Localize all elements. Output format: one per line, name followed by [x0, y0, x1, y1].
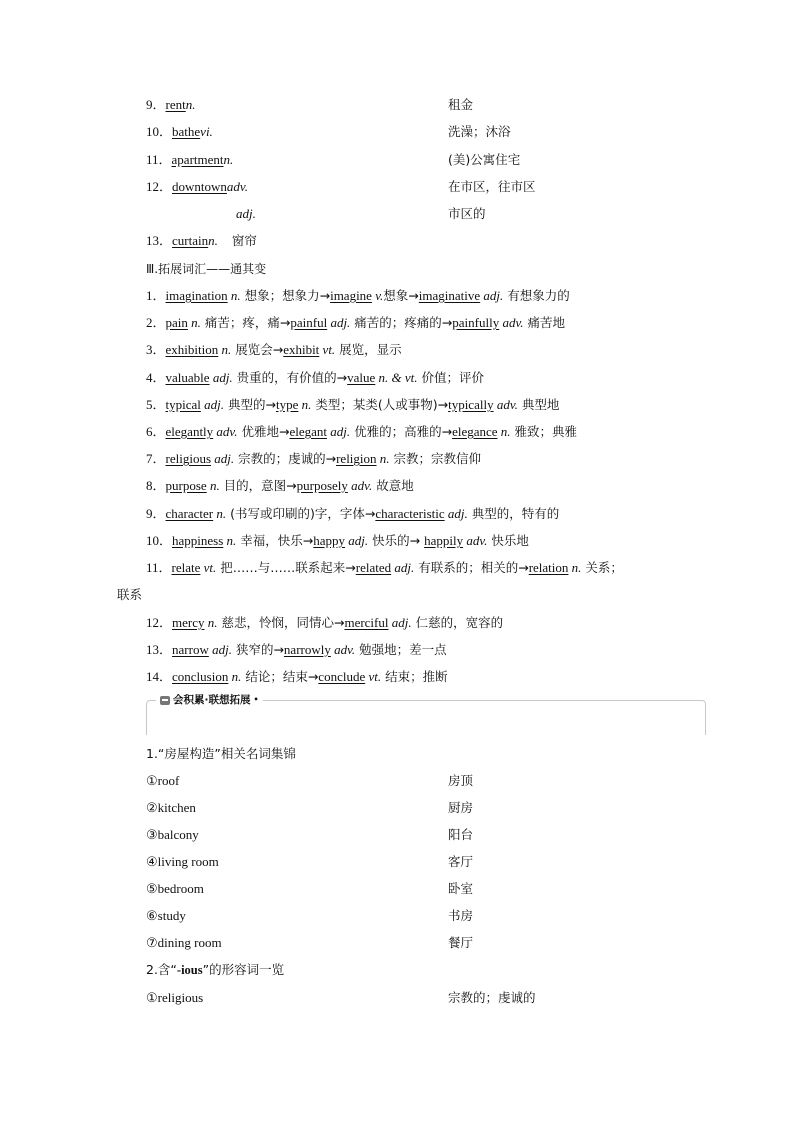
list-item-meaning: 厨房: [448, 800, 474, 815]
vocab-word: exhibit: [283, 342, 320, 357]
meaning: 想象→: [383, 288, 419, 303]
meaning: 狭窄的→: [231, 642, 284, 657]
list-item-meaning: 餐厅: [448, 935, 474, 950]
item-number: 2．: [146, 315, 166, 330]
item-number: 4．: [146, 370, 166, 385]
vocab-word: rent: [165, 97, 186, 112]
vocab-word: imagination: [165, 288, 228, 303]
vocab-word: related: [355, 560, 392, 575]
part-of-speech: adv.: [330, 642, 356, 657]
part-of-speech: adj.: [480, 288, 504, 303]
item-number: 10．: [146, 124, 173, 139]
meaning: 宗教的；虔诚的→: [234, 451, 337, 466]
list-item: ①religious: [146, 990, 204, 1005]
title-suffix: -ious: [176, 963, 203, 977]
vocab-row: [146, 152, 233, 168]
vocab-word: imaginative: [418, 288, 481, 303]
vocab-word: conclusion: [172, 669, 229, 684]
part-of-speech: n.: [223, 533, 237, 548]
vocab-word: type: [275, 397, 299, 412]
vocab-word: curtain: [172, 233, 209, 248]
vocab-word: exhibition: [165, 342, 219, 357]
part-of-speech: adj.: [444, 506, 468, 521]
vocab-word: character: [165, 506, 214, 521]
expand-row: [146, 370, 484, 386]
part-of-speech: adv.: [226, 179, 248, 194]
meaning: 典型的，特有的: [467, 506, 560, 521]
meaning: 慈悲，怜悯，同情心→: [217, 615, 345, 630]
part-of-speech: adj.: [391, 560, 415, 575]
part-of-speech: v.: [371, 288, 384, 303]
meaning: 展览会→: [231, 342, 284, 357]
title-part: ”的形容词一览: [202, 962, 285, 977]
part-of-speech: adv.: [493, 397, 518, 412]
vocab-word: value: [347, 370, 376, 385]
list-item-meaning: 宗教的；虔诚的: [448, 990, 536, 1005]
part-of-speech: adj.: [200, 397, 225, 412]
vocab-word: painful: [290, 315, 328, 330]
part-of-speech: adv.: [463, 533, 488, 548]
meaning: 展览，显示: [335, 342, 402, 357]
item-number: 9．: [146, 97, 166, 112]
part-of-speech: vt.: [319, 342, 336, 357]
part-of-speech: n.: [185, 97, 196, 112]
vocab-word: narrow: [172, 642, 209, 657]
expand-row: [146, 451, 481, 467]
part-of-speech: n.: [213, 506, 227, 521]
list-item-meaning: 阳台: [448, 827, 474, 842]
item-number: 13．: [146, 233, 173, 248]
vocab-word: elegantly: [165, 424, 214, 439]
part-of-speech: vt.: [365, 669, 382, 684]
meaning: 价值；评价: [417, 370, 485, 385]
item-number: 1．: [146, 288, 166, 303]
expand-row: [146, 533, 529, 549]
expand-row: [146, 397, 559, 413]
list-item: ②kitchen: [146, 800, 196, 815]
meaning: 宗教；宗教信仰: [389, 451, 482, 466]
section-title: Ⅲ.拓展词汇——通其变: [146, 262, 267, 276]
part-of-speech: n.: [218, 342, 232, 357]
vocab-word: happy: [313, 533, 346, 548]
vocab-row: [146, 233, 257, 249]
meaning: 贵重的，有价值的→: [232, 370, 348, 385]
meaning: 痛苦地: [523, 315, 565, 330]
meaning: 痛苦；疼，痛→: [200, 315, 291, 330]
item-number: 5．: [146, 397, 166, 412]
meaning: 典型地: [517, 397, 560, 412]
vocab-word: merciful: [344, 615, 389, 630]
expand-row: [146, 669, 448, 685]
subsection-title: 1.“房屋构造”相关名词集锦: [146, 746, 296, 761]
dot-icon: •: [253, 695, 259, 704]
vocab-word: mercy: [172, 615, 205, 630]
list-item: ⑤bedroom: [146, 881, 204, 896]
part-of-speech: adj.: [236, 206, 256, 221]
meaning: 典型的→: [224, 397, 276, 412]
vocab-row: [146, 179, 248, 195]
list-item: ①roof: [146, 773, 180, 788]
item-number: 11．: [146, 152, 172, 167]
part-of-speech: adj.: [327, 315, 351, 330]
part-of-speech: n. & vt.: [375, 370, 418, 385]
list-item: ④living room: [146, 854, 219, 869]
vocab-word: typical: [165, 397, 201, 412]
vocab-word: typically: [448, 397, 494, 412]
list-item-meaning: 房顶: [448, 773, 474, 788]
subsection-title: [146, 962, 284, 978]
part-of-speech: n.: [228, 669, 242, 684]
expand-row: [146, 342, 402, 358]
vocab-word: pain: [165, 315, 188, 330]
meaning: 关系；: [581, 560, 623, 575]
vocab-word: happily: [424, 533, 464, 548]
list-item: ③balcony: [146, 827, 199, 842]
item-number: 10．: [146, 533, 173, 548]
vocab-word: apartment: [171, 152, 224, 167]
part-of-speech: n.: [208, 233, 218, 248]
expand-row: [146, 642, 447, 658]
vocab-word: characteristic: [375, 506, 445, 521]
meaning: 仁慈的，宽容的: [411, 615, 504, 630]
vocab-word: relation: [528, 560, 569, 575]
note-icon: [160, 696, 170, 705]
part-of-speech: adv.: [213, 424, 238, 439]
part-of-speech: n.: [497, 424, 511, 439]
vocab-meaning: 窗帘: [231, 233, 257, 248]
vocab-word: purposely: [296, 478, 348, 493]
meaning: 类型；某类(人或事物)→: [311, 397, 449, 412]
vocab-word: religion: [336, 451, 377, 466]
meaning: 勉强地；差一点: [355, 642, 447, 657]
part-of-speech: n.: [568, 560, 582, 575]
meaning: 结论；结束→: [241, 669, 319, 684]
item-number: 7．: [146, 451, 166, 466]
part-of-speech: n.: [376, 451, 390, 466]
meaning: 痛苦的；疼痛的→: [350, 315, 453, 330]
list-item-meaning: 客厅: [448, 854, 474, 869]
meaning: 优雅的；高雅的→: [350, 424, 453, 439]
vocab-row: [146, 97, 195, 113]
part-of-speech: n.: [223, 152, 234, 167]
vocab-word: happiness: [172, 533, 224, 548]
meaning: 故意地: [372, 478, 414, 493]
expand-row: [146, 288, 570, 304]
item-number: 8．: [146, 478, 166, 493]
part-of-speech: n.: [206, 478, 220, 493]
meaning: 雅致；典雅: [510, 424, 578, 439]
meaning: 想象；想象力→: [240, 288, 331, 303]
item-number: 14．: [146, 669, 173, 684]
vocab-word: conclude: [318, 669, 366, 684]
expand-row: [146, 315, 565, 331]
part-of-speech: adj.: [388, 615, 412, 630]
part-of-speech: n.: [227, 288, 241, 303]
part-of-speech: adj.: [345, 533, 369, 548]
vocab-meaning: (美)公寓住宅: [448, 152, 521, 167]
part-of-speech: adj.: [209, 370, 233, 385]
part-of-speech: vt.: [200, 560, 217, 575]
meaning: 把……与……联系起来→: [216, 560, 356, 575]
expand-row: [146, 478, 414, 494]
item-number: 12．: [146, 615, 173, 630]
vocab-row: [146, 124, 213, 140]
meaning: 优雅地→: [237, 424, 290, 439]
part-of-speech: adj.: [211, 451, 235, 466]
part-of-speech: adj.: [208, 642, 232, 657]
vocab-word: downtown: [172, 179, 227, 194]
list-item-meaning: 卧室: [448, 881, 474, 896]
tip-box-label: [156, 693, 263, 707]
expand-row: [146, 506, 559, 522]
vocab-meaning: 租金: [448, 97, 474, 112]
wrapped-text: 联系: [117, 587, 143, 602]
tip-label-text: 会积累·联想拓展: [173, 694, 251, 706]
vocab-word: elegant: [289, 424, 327, 439]
item-number: 12．: [146, 179, 173, 194]
item-number: 6．: [146, 424, 166, 439]
meaning: (书写或印刷的)字，字体→: [226, 506, 376, 521]
expand-row: [146, 560, 623, 576]
part-of-speech: adj.: [326, 424, 351, 439]
vocab-word: narrowly: [283, 642, 331, 657]
part-of-speech: vi.: [200, 124, 213, 139]
title-part: 2.含“: [146, 962, 177, 977]
vocab-word: elegance: [452, 424, 498, 439]
item-number: 11．: [146, 560, 172, 575]
list-item: ⑥study: [146, 908, 186, 923]
meaning: 有想象力的: [503, 288, 570, 303]
part-of-speech: adv.: [347, 478, 373, 493]
meaning: 幸福，快乐→: [236, 533, 314, 548]
list-item: ⑦dining room: [146, 935, 222, 950]
vocab-word: imagine: [330, 288, 372, 303]
vocab-word: painfully: [452, 315, 500, 330]
vocab-word: bathe: [172, 124, 201, 139]
part-of-speech: n.: [298, 397, 312, 412]
meaning: 快乐地: [487, 533, 529, 548]
vocab-meaning: 市区的: [448, 206, 486, 221]
part-of-speech: adv.: [499, 315, 524, 330]
part-of-speech: n.: [204, 615, 218, 630]
item-number: 13．: [146, 642, 173, 657]
list-item-meaning: 书房: [448, 908, 474, 923]
expand-row: [146, 424, 577, 440]
item-number: 9．: [146, 506, 166, 521]
vocab-word: relate: [171, 560, 201, 575]
meaning: 快乐的→: [368, 533, 425, 548]
item-number: 3．: [146, 342, 166, 357]
meaning: 有联系的；相关的→: [414, 560, 529, 575]
part-of-speech: n.: [187, 315, 201, 330]
meaning: 目的，意图→: [219, 478, 297, 493]
vocab-word: valuable: [165, 370, 210, 385]
vocab-word: religious: [165, 451, 212, 466]
vocab-meaning: 在市区，往市区: [448, 179, 536, 194]
meaning: 结束；推断: [381, 669, 448, 684]
expand-row: [146, 615, 503, 631]
vocab-meaning: 洗澡；沐浴: [448, 124, 511, 139]
vocab-word: purpose: [165, 478, 207, 493]
